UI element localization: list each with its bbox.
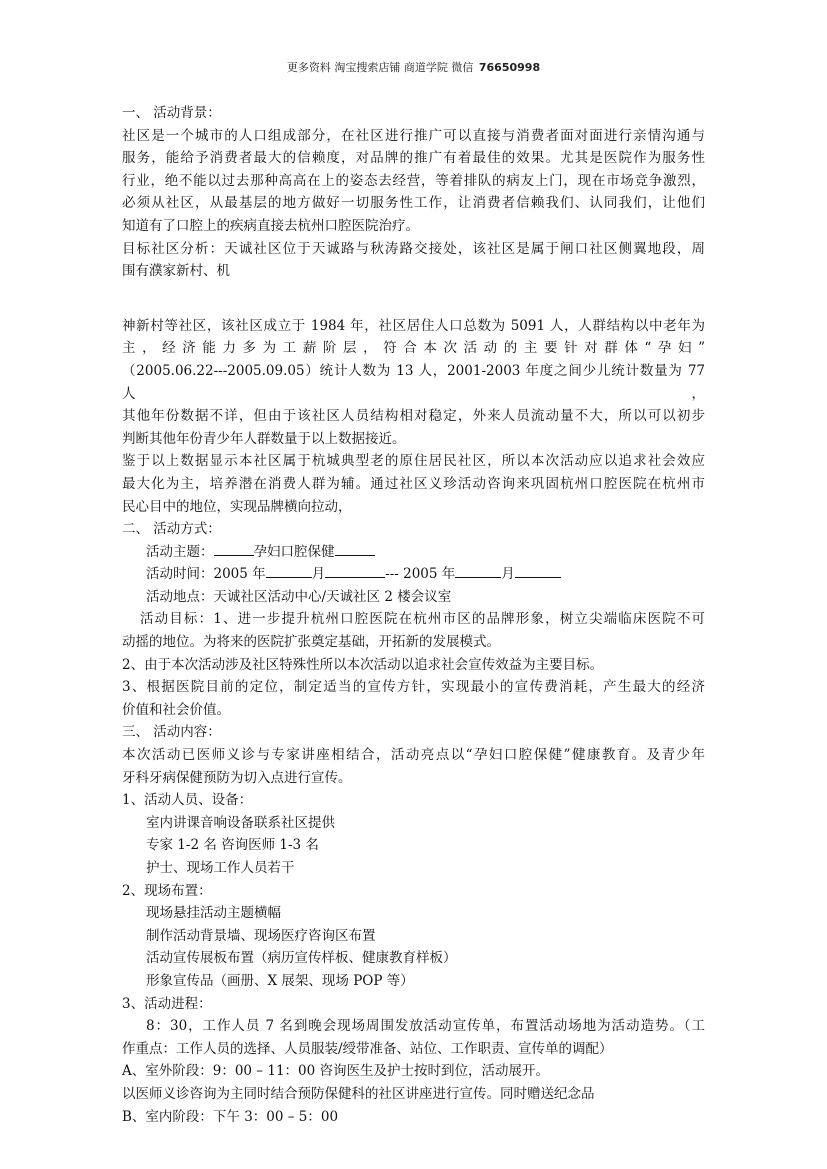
s1-p2-line-2: 围有濮家新村、机 xyxy=(122,263,230,280)
section-2-title: 二、 活动方式： xyxy=(122,521,221,538)
s3-intro-line-2: 牙科牙病保健预防为切入点进行宣传。 xyxy=(122,769,352,786)
header-wechat-number: 76650998 xyxy=(478,61,541,74)
time-year-1: 2005 年 xyxy=(213,566,266,583)
time-month-1: 月 xyxy=(311,566,326,583)
s1-p1-line-2: 服务，能给予消费者最大的信赖度，对品牌的推广有着最佳的效果。尤其是医院作为服务性 xyxy=(122,150,705,167)
paragraph-gap xyxy=(122,283,705,315)
s1-p3-line-5: 判断其他年份青少年人群数量于以上数据接近。 xyxy=(122,430,406,447)
s1-p3-line-4: 其他年份数据不详，但由于该社区人员结构相对稳定，外来人员流动量不大，所以可以初步 xyxy=(122,408,705,425)
s3-3-indoor-stage: B、室内阶段：下午 3：00 – 5：00 xyxy=(122,1108,339,1125)
s3-2-title: 2、现场布置： xyxy=(122,882,212,899)
time-label: 活动时间： xyxy=(146,566,214,583)
theme-value: 孕妇口腔保健 xyxy=(253,543,335,560)
document-body xyxy=(122,102,705,1128)
s3-3-para-line-2: 作重点：工作人员的选择、人员服装/绶带准备、站位、工作职责、宣传单的调配） xyxy=(122,1040,613,1057)
s1-p3-line-1: 神新村等社区，该社区成立于 1984 年，社区居住人口总数为 5091 人，人群结构以中老年为 xyxy=(122,317,705,334)
s1-p1-line-3: 行业，绝不能以过去那种高高在上的姿态去经营，等着排队的病友上门，现在市场竞争激烈， xyxy=(122,172,705,189)
s3-2-item-d: 形象宣传品（画册、X 展架、现场 POP 等） xyxy=(146,972,414,989)
s3-intro-line-1: 本次活动已医师义诊与专家讲座相结合，活动亮点以“孕妇口腔保健”健康教育。及青少年 xyxy=(122,747,705,764)
s3-3-para-line-1: 8：30，工作人员 7 名到晚会现场周围发放活动宣传单，布置活动场地为活动造势。（工 xyxy=(146,1018,705,1035)
section-1-title: 一、 活动背景： xyxy=(122,105,221,121)
activity-goal-3-line-1: 3、根据医院目前的定位，制定适当的宣传方针，实现最小的宣传费消耗，产生最大的经济 xyxy=(122,679,705,696)
s3-2-item-b: 制作活动背景墙、现场医疗咨询区布置 xyxy=(146,927,376,944)
s3-3-outdoor-stage: A、室外阶段：9：00 – 11：00 咨询医生及护士按时到位，活动展开。 xyxy=(122,1063,549,1080)
activity-goal-line-2: 动摇的地位。为将来的医院扩张奠定基础，开拓新的发展模式。 xyxy=(122,634,500,651)
theme-label: 活动主题： xyxy=(146,543,214,560)
activity-goal-3-line-2: 价值和社会价值。 xyxy=(122,701,230,718)
blank-line xyxy=(325,563,385,578)
s3-3-title: 3、活动进程： xyxy=(122,995,212,1012)
s1-p4-line-2: 最大化为主，培养潜在消费人群为辅。通过社区义珍活动咨询来巩固杭州口腔医院在杭州市 xyxy=(122,475,705,492)
s1-p4-line-1: 鉴于以上数据显示本社区属于杭城典型老的原住居民社区，所以本次活动应以追求社会效应 xyxy=(122,453,705,470)
s3-1-item-a: 室内讲课音响设备联系社区提供 xyxy=(146,814,335,831)
s3-2-item-a: 现场悬挂活动主题横幅 xyxy=(146,905,281,922)
s1-p4-line-3: 民心目中的地位，实现品牌横向拉动， xyxy=(122,498,352,515)
s3-3-outdoor-desc: 以医师义诊咨询为主同时结合预防保健科的社区讲座进行宣传。同时赠送纪念品 xyxy=(122,1085,595,1102)
s1-p2-line-1: 目标社区分析：天诚社区位于天诚路与秋涛路交接处，该社区是属于闸口社区侧翼地段，周 xyxy=(122,240,705,257)
blank-line xyxy=(515,563,561,578)
s1-p1-line-5: 知道有了口腔上的疾病直接去杭州口腔医院治疗。 xyxy=(122,217,419,234)
time-month-2: 月 xyxy=(501,566,515,583)
activity-theme xyxy=(122,541,705,564)
activity-goal-2: 2、由于本次活动涉及社区特殊性所以本次活动以追求社会宣传效益为主要目标。 xyxy=(122,656,604,673)
activity-place: 活动地点：天诚社区活动中心/天诚社区 2 楼会议室 xyxy=(146,588,452,605)
s3-1-title: 1、活动人员、设备： xyxy=(122,792,253,809)
activity-goal-line-1: 活动目标：1、进一步提升杭州口腔医院在杭州市区的品牌形象，树立尖端临床医院不可 xyxy=(140,611,705,628)
page-header xyxy=(0,60,827,76)
activity-time xyxy=(122,563,705,586)
blank-line xyxy=(455,563,501,578)
s3-1-item-b: 专家 1-2 名 咨询医师 1-3 名 xyxy=(146,837,319,854)
s1-p3-line-3: （2005.06.22---2005.09.05）统计人数为 13 人，2001-2003 年度之间少儿统计数量为 77 人， xyxy=(122,362,705,402)
s1-p1-line-4: 必须从社区，从最基层的地方做好一切服务性工作，让消费者信赖我们、认同我们，让他们 xyxy=(122,195,705,212)
blank-line xyxy=(266,563,312,578)
blank-line xyxy=(335,541,375,556)
header-text: 更多资料 淘宝搜索店铺 商道学院 微信 xyxy=(286,61,474,74)
s3-1-item-c: 护士、现场工作人员若干 xyxy=(146,860,295,876)
time-separator: --- 2005 年 xyxy=(385,566,456,583)
s3-2-item-c: 活动宣传展板布置（病历宣传样板、健康教育样板） xyxy=(146,950,457,967)
s1-p3-line-2: 主，经济能力多为工薪阶层，符合本次活动的主要针对群体“孕妇” xyxy=(122,340,705,357)
section-3-title: 三、 活动内容： xyxy=(122,724,221,741)
blank-line xyxy=(214,541,254,556)
s1-p1-line-1: 社区是一个城市的人口组成部分，在社区进行推广可以直接与消费者面对面进行亲情沟通与 xyxy=(122,127,705,144)
